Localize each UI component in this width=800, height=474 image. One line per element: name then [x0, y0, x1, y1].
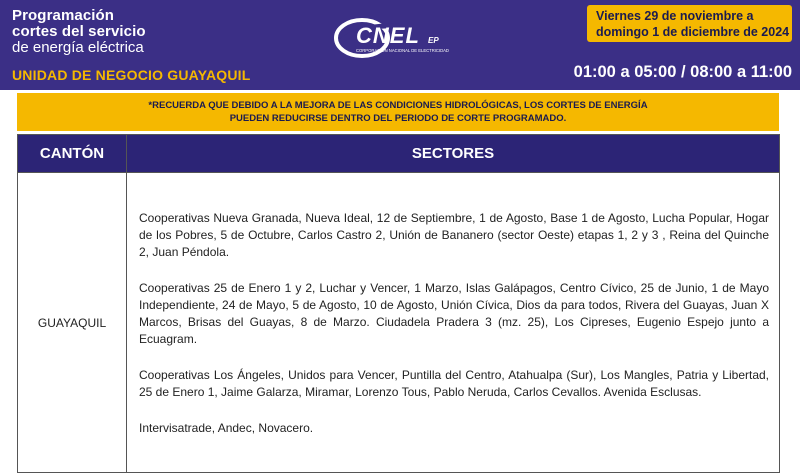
logo-wordmark: CNEL: [356, 23, 420, 48]
date-range-box: [587, 5, 792, 42]
sector-group-2: Cooperativas 25 de Enero 1 y 2, Luchar y Vencer, 1 Marzo, Islas Galápagos, Centro Cívico, 25 de Junio, 1 de Mayo Independiente, 24 de Mayo, 5 de Agosto, 10 de Agosto, Unión Cívica, Dios da para todos, Rivera del Guayas, Juan X Marcos, Brisas del Guayas, 8 de Marzo. Ciudadela Pradera 3 (mz. 25), Los Cipreses, Eugenio Espejo junto a Ecuagram.: [139, 281, 769, 346]
program-title: [12, 8, 146, 56]
table-row: [18, 173, 780, 473]
title-line-1: Programación: [12, 7, 115, 24]
date-line-2: domingo 1 de diciembre de 2024: [596, 25, 790, 39]
title-line-3: de energía eléctrica: [12, 39, 144, 56]
column-header-sectores: SECTORES: [127, 135, 780, 173]
date-line-1: Viernes 29 de noviembre a: [596, 9, 754, 23]
sector-group-4: Intervisatrade, Andec, Novacero.: [139, 421, 314, 435]
logo-suffix: EP: [428, 36, 439, 45]
title-line-2: cortes del servicio: [12, 23, 146, 40]
time-ranges: 01:00 a 05:00 / 08:00 a 11:00: [573, 63, 792, 81]
sectores-cell: [127, 173, 780, 473]
canton-cell: GUAYAQUIL: [18, 173, 127, 473]
cnel-logo: [330, 12, 480, 60]
notice-line-2: PUEDEN REDUCIRSE DENTRO DEL PERIODO DE CORTE PROGRAMADO.: [229, 113, 567, 124]
column-header-canton: CANTÓN: [18, 135, 127, 173]
notice-banner: [17, 93, 779, 131]
notice-line-1: *RECUERDA QUE DEBIDO A LA MEJORA DE LAS CONDICIONES HIDROLÓGICAS, LOS CORTES DE ENERGÍA: [148, 100, 648, 111]
sector-group-1: Cooperativas Nueva Granada, Nueva Ideal, 12 de Septiembre, 1 de Agosto, Base 1 de Agosto, Lucha Popular, Hogar de los Pobres, 5 de Octubre, Carlos Castro 2, Unión de Bananero (sector Oeste) etapas 1, 2 y 3 , Reina del Quinche 2, Juan Péndola.: [139, 211, 769, 259]
logo-subtitle: CORPORACIÓN NACIONAL DE ELECTRICIDAD: [356, 48, 449, 53]
sector-group-3: Cooperativas Los Ángeles, Unidos para Vencer, Puntilla del Centro, Atahualpa (Sur), Los Mangles, Patria y Libertad, 25 de Enero 1, Jaime Galarza, Miramar, Lorenzo Tous, Pablo Neruda, Carlos Cevallos. Avenida Esclusas.: [139, 368, 769, 399]
business-unit-label: UNIDAD DE NEGOCIO GUAYAQUIL: [12, 67, 251, 83]
header-banner: [0, 0, 800, 90]
schedule-table: [17, 134, 780, 473]
table-header-row: [18, 135, 780, 173]
